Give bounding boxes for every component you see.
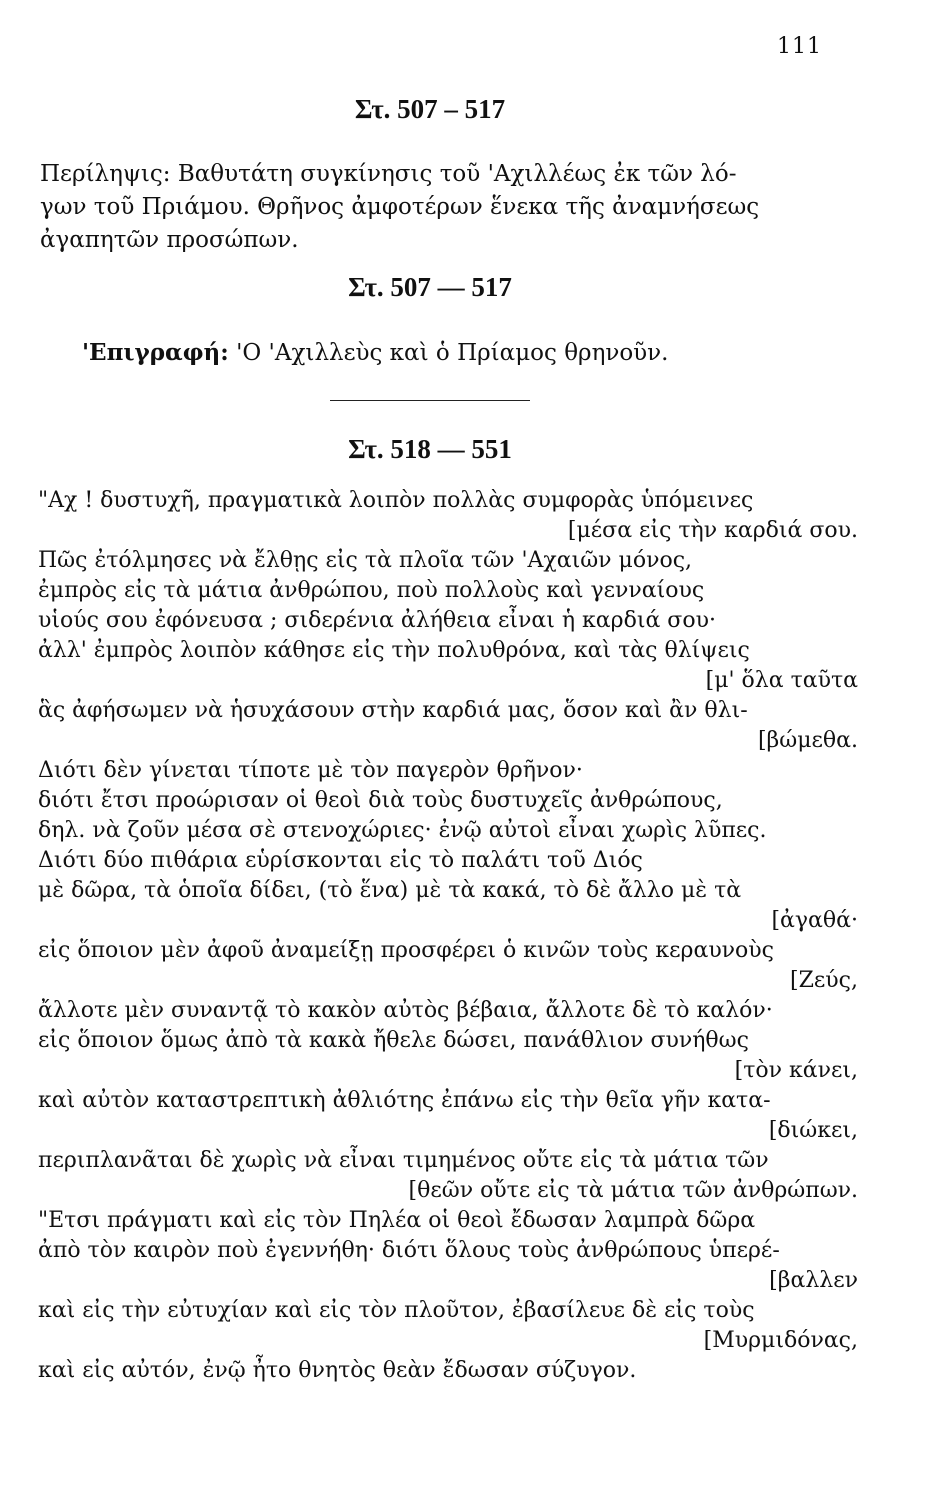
summary-line-2: γων τοῦ Πριάμου. Θρῆνος ἀμφοτέρων ἕνεκα τῆς ἀναμνήσεως bbox=[40, 194, 760, 220]
verse-continuation-line: [θεῶν οὔτε εἰς τὰ μάτια τῶν ἀνθρώπων. bbox=[408, 1178, 858, 1203]
verse-line: υἱούς σου ἐφόνευσα ; σιδερένια ἀλήθεια εἶναι ἡ καρδιά σου· bbox=[38, 608, 716, 633]
verse-continuation-line: [Μυρμιδόνας, bbox=[703, 1328, 858, 1353]
verse-continuation-line: [Ζεύς, bbox=[790, 968, 858, 993]
verse-line: ἀλλ' ἐμπρὸς λοιπὸν κάθησε εἰς τὴν πολυθρόνα, καὶ τὰς θλίψεις bbox=[38, 638, 750, 663]
section-heading-1: Στ. 507 – 517 bbox=[354, 94, 506, 124]
verse-line: εἰς ὅποιον ὅμως ἀπὸ τὰ κακὰ ἤθελε δώσει, πανάθλιον συνήθως bbox=[38, 1028, 749, 1053]
verse-continuation-line: [μ' ὅλα ταῦτα bbox=[705, 668, 858, 693]
verse-continuation-line: [τὸν κάνει, bbox=[734, 1058, 858, 1083]
section-heading-3: Στ. 518 — 551 bbox=[348, 434, 512, 464]
verse-line: εἰς ὅποιον μὲν ἀφοῦ ἀναμείξῃ προσφέρει ὁ κινῶν τοὺς κεραυνοὺς bbox=[38, 938, 775, 963]
verse-continuation-line: [διώκει, bbox=[768, 1118, 858, 1143]
verse-line: καὶ αὐτὸν καταστρεπτικὴ ἀθλιότης ἐπάνω εἰς τὴν θεῖα γῆν κατα- bbox=[38, 1088, 771, 1113]
verse-line: Διότι δὲν γίνεται τίποτε μὲ τὸν παγερὸν θρῆνον· bbox=[38, 758, 583, 783]
verse-line: ἄλλοτε μὲν συναντᾷ τὸ κακὸν αὐτὸς βέβαια, ἄλλοτε δὲ τὸ καλόν· bbox=[38, 998, 773, 1023]
summary-line-3: ἀγαπητῶν προσώπων. bbox=[40, 227, 299, 253]
inscription-text: 'Ο 'Αχιλλεὺς καὶ ὁ Πρίαμος θρηνοῦν. bbox=[236, 340, 669, 366]
verse-line: μὲ δῶρα, τὰ ὁποῖα δίδει, (τὸ ἕνα) μὲ τὰ κακά, τὸ δὲ ἄλλο μὲ τὰ bbox=[38, 878, 742, 903]
page-number: 111 bbox=[777, 34, 822, 59]
verse-line: "Αχ ! δυστυχῆ, πραγματικὰ λοιπὸν πολλὰς συμφορὰς ὑπόμεινες bbox=[38, 488, 754, 513]
verse-line: καὶ εἰς τὴν εὐτυχίαν καὶ εἰς τὸν πλοῦτον, ἐβασίλευε δὲ εἰς τοὺς bbox=[38, 1298, 755, 1323]
summary-line-1 bbox=[40, 158, 840, 191]
verse-line: ἐμπρὸς εἰς τὰ μάτια ἀνθρώπου, ποὺ πολλοὺς καὶ γενναίους bbox=[38, 578, 705, 603]
verse-continuation-line: [βαλλεν bbox=[769, 1268, 858, 1293]
summary-label: Περίληψις: bbox=[40, 161, 171, 187]
verse-line: Πῶς ἐτόλμησες νὰ ἔλθῃς εἰς τὰ πλοῖα τῶν 'Αχαιῶν μόνος, bbox=[38, 548, 693, 573]
summary-text-1: Βαθυτάτη συγκίνησις τοῦ 'Αχιλλέως ἐκ τῶν λό- bbox=[177, 161, 737, 187]
inscription-line bbox=[82, 336, 882, 370]
section-divider bbox=[330, 400, 530, 401]
verse-continuation-line: [βώμεθα. bbox=[757, 728, 858, 753]
verse-line: "Ετσι πράγματι καὶ εἰς τὸν Πηλέα οἱ θεοὶ ἔδωσαν λαμπρὰ δῶρα bbox=[38, 1208, 756, 1233]
verse-line: διότι ἔτσι προώρισαν οἱ θεοὶ διὰ τοὺς δυστυχεῖς ἀνθρώπους, bbox=[38, 788, 723, 813]
verse-line: περιπλανᾶται δὲ χωρὶς νὰ εἶναι τιμημένος οὔτε εἰς τὰ μάτια τῶν bbox=[38, 1148, 769, 1173]
section-heading-2: Στ. 507 — 517 bbox=[348, 272, 512, 302]
verse-line: ἃς ἀφήσωμεν νὰ ἡσυχάσουν στὴν καρδιά μας, ὅσον καὶ ἂν θλι- bbox=[38, 698, 748, 723]
verse-line: Διότι δύο πιθάρια εὑρίσκονται εἰς τὸ παλάτι τοῦ Διός bbox=[38, 848, 643, 873]
verse-line: δηλ. νὰ ζοῦν μέσα σὲ στενοχώριες· ἐνῷ αὐτοὶ εἶναι χωρὶς λῦπες. bbox=[38, 818, 767, 843]
verse-continuation-line: [μέσα εἰς τὴν καρδιά σου. bbox=[567, 518, 858, 543]
verse-line: καὶ εἰς αὐτόν, ἐνῷ ἦτο θνητὸς θεὰν ἔδωσαν σύζυγον. bbox=[38, 1358, 637, 1383]
inscription-label: 'Επιγραφή: bbox=[82, 339, 229, 366]
verse-continuation-line: [ἀγαθά· bbox=[771, 908, 858, 933]
verse-block bbox=[38, 486, 858, 1386]
verse-line: ἀπὸ τὸν καιρὸν ποὺ ἐγεννήθη· διότι ὅλους τοὺς ἀνθρώπους ὑπερέ- bbox=[38, 1238, 780, 1263]
